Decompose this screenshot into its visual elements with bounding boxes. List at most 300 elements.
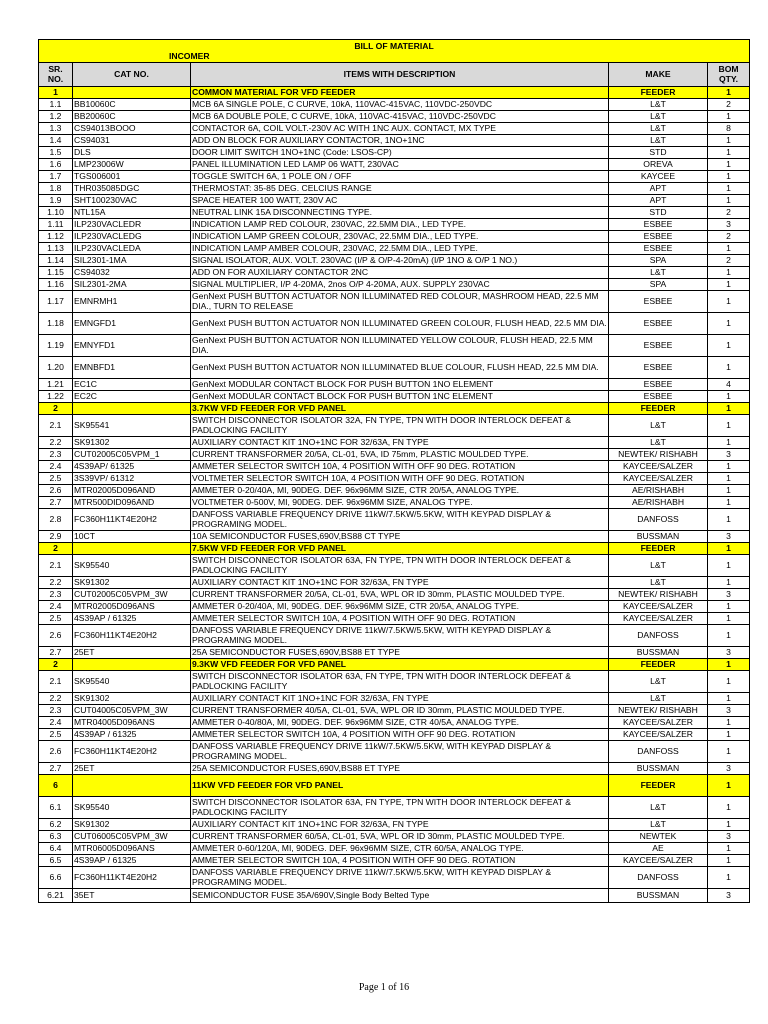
description-cell: SWITCH DISCONNECTOR ISOLATOR 63A, FN TYPE, TPN WITH DOOR INTERLOCK DEFEAT & PADLOCKING FACILITY xyxy=(191,797,609,819)
description-cell: AMMETER SELECTOR SWITCH 10A, 4 POSITION WITH OFF 90 DEG. ROTATION xyxy=(191,461,609,473)
sr-no-cell: 1.22 xyxy=(39,391,73,403)
description-cell: DANFOSS VARIABLE FREQUENCY DRIVE 11kW/7.5KW/5.5KW, WITH KEYPAD DISPLAY & PROGRAMING MODEL. xyxy=(191,625,609,647)
bom-qty-cell: 1 xyxy=(708,555,750,577)
sr-no-cell: 1.11 xyxy=(39,219,73,231)
cat-no-cell xyxy=(73,775,191,797)
sr-no-cell: 1.10 xyxy=(39,207,73,219)
description-cell: GenNext PUSH BUTTON ACTUATOR NON ILLUMINATED RED COLOUR, MASHROOM HEAD, 22.5 MM DIA., TURN TO RELEASE xyxy=(191,291,609,313)
table-row xyxy=(39,415,750,437)
sr-no-cell: 2 xyxy=(39,659,73,671)
bom-qty-cell: 1 xyxy=(708,867,750,889)
table-row xyxy=(39,625,750,647)
section-row xyxy=(39,543,750,555)
sr-no-cell: 1.1 xyxy=(39,99,73,111)
make-cell: L&T xyxy=(609,555,708,577)
make-cell: L&T xyxy=(609,437,708,449)
make-cell: KAYCEE xyxy=(609,171,708,183)
bom-qty-cell: 1 xyxy=(708,855,750,867)
table-row xyxy=(39,335,750,357)
sr-no-cell: 2.1 xyxy=(39,671,73,693)
sr-no-cell: 2 xyxy=(39,543,73,555)
cat-no-cell: SHT100230VAC xyxy=(73,195,191,207)
sr-no-cell: 2.3 xyxy=(39,589,73,601)
sr-no-cell: 6.3 xyxy=(39,831,73,843)
description-cell: INDICATION LAMP RED COLOUR, 230VAC, 22.5MM DIA., LED TYPE. xyxy=(191,219,609,231)
cat-no-cell: MTR04005D096ANS xyxy=(73,717,191,729)
sr-no-cell: 2.4 xyxy=(39,717,73,729)
description-cell: INDICATION LAMP AMBER COLOUR, 230VAC, 22.5MM DIA., LED TYPE. xyxy=(191,243,609,255)
make-cell: STD xyxy=(609,147,708,159)
sr-no-cell: 1.16 xyxy=(39,279,73,291)
table-row xyxy=(39,231,750,243)
bom-qty-cell: 1 xyxy=(708,415,750,437)
make-cell: ESBEE xyxy=(609,391,708,403)
bom-qty-cell: 1 xyxy=(708,613,750,625)
make-cell: L&T xyxy=(609,267,708,279)
description-cell: 11KW VFD FEEDER FOR VFD PANEL xyxy=(191,775,609,797)
description-cell: 3.7KW VFD FEEDER FOR VFD PANEL xyxy=(191,403,609,415)
make-cell: APT xyxy=(609,183,708,195)
bom-qty-cell: 1 xyxy=(708,625,750,647)
description-cell: 25A SEMICONDUCTOR FUSES,690V,BS88 ET TYPE xyxy=(191,763,609,775)
cat-no-cell: EMNRMH1 xyxy=(73,291,191,313)
make-cell: KAYCEE/SALZER xyxy=(609,601,708,613)
make-cell: DANFOSS xyxy=(609,867,708,889)
description-cell: DOOR LIMIT SWITCH 1NO+1NC (Code: LSOS-CP) xyxy=(191,147,609,159)
sr-no-cell: 2.5 xyxy=(39,473,73,485)
table-row xyxy=(39,135,750,147)
make-cell: L&T xyxy=(609,819,708,831)
bom-qty-cell: 1 xyxy=(708,601,750,613)
description-cell: SWITCH DISCONNECTOR ISOLATOR 63A, FN TYPE, TPN WITH DOOR INTERLOCK DEFEAT & PADLOCKING FACILITY xyxy=(191,555,609,577)
description-cell: AMMETER 0-20/40A, MI, 90DEG. DEF. 96x96MM SIZE, CTR 20/5A, ANALOG TYPE. xyxy=(191,485,609,497)
bom-qty-cell: 1 xyxy=(708,509,750,531)
description-cell: 9.3KW VFD FEEDER FOR VFD PANEL xyxy=(191,659,609,671)
bom-qty-cell: 2 xyxy=(708,231,750,243)
sr-no-cell: 2.9 xyxy=(39,531,73,543)
table-row xyxy=(39,763,750,775)
bom-qty-cell: 1 xyxy=(708,741,750,763)
description-cell: SIGNAL MULTIPLIER, I/P 4-20MA, 2nos O/P 4-20MA, AUX. SUPPLY 230VAC xyxy=(191,279,609,291)
description-cell: MCB 6A SINGLE POLE, C CURVE, 10kA, 110VAC-415VAC, 110VDC-250VDC xyxy=(191,99,609,111)
section-row xyxy=(39,775,750,797)
table-row xyxy=(39,123,750,135)
bom-qty-cell: 1 xyxy=(708,497,750,509)
table-row xyxy=(39,357,750,379)
description-cell: SWITCH DISCONNECTOR ISOLATOR 32A, FN TYPE, TPN WITH DOOR INTERLOCK DEFEAT & PADLOCKING FACILITY xyxy=(191,415,609,437)
make-cell: ESBEE xyxy=(609,313,708,335)
sr-no-cell: 2.6 xyxy=(39,741,73,763)
table-row xyxy=(39,601,750,613)
bom-qty-cell: 1 xyxy=(708,485,750,497)
bom-qty-cell: 1 xyxy=(708,391,750,403)
make-cell: L&T xyxy=(609,577,708,589)
description-cell: 10A SEMICONDUCTOR FUSES,690V,BS88 CT TYPE xyxy=(191,531,609,543)
table-row xyxy=(39,279,750,291)
cat-no-cell: SIL2301-1MA xyxy=(73,255,191,267)
make-cell: AE xyxy=(609,843,708,855)
bom-qty-cell: 3 xyxy=(708,647,750,659)
make-cell: BUSSMAN xyxy=(609,889,708,903)
description-cell: CURRENT TRANSFORMER 40/5A, CL-01, 5VA, WPL OR ID 30mm, PLASTIC MOULDED TYPE. xyxy=(191,705,609,717)
sr-no-cell: 2.7 xyxy=(39,497,73,509)
bom-qty-cell: 8 xyxy=(708,123,750,135)
bom-qty-cell: 1 xyxy=(708,335,750,357)
table-row xyxy=(39,717,750,729)
description-cell: AMMETER SELECTOR SWITCH 10A, 4 POSITION WITH OFF 90 DEG. ROTATION xyxy=(191,855,609,867)
cat-no-cell: 4S39AP / 61325 xyxy=(73,613,191,625)
make-cell: BUSSMAN xyxy=(609,763,708,775)
description-cell: AUXILIARY CONTACT KIT 1NO+1NC FOR 32/63A, FN TYPE xyxy=(191,577,609,589)
table-row xyxy=(39,577,750,589)
make-cell: KAYCEE/SALZER xyxy=(609,855,708,867)
make-cell: OREVA xyxy=(609,159,708,171)
bom-qty-cell: 1 xyxy=(708,775,750,797)
table-row xyxy=(39,159,750,171)
make-cell: ESBEE xyxy=(609,357,708,379)
description-cell: ADD ON BLOCK FOR AUXILIARY CONTACTOR, 1NO+1NC xyxy=(191,135,609,147)
sr-no-cell: 2.7 xyxy=(39,647,73,659)
cat-no-cell: FC360H11KT4E20H2 xyxy=(73,867,191,889)
bom-qty-cell: 1 xyxy=(708,111,750,123)
table-row xyxy=(39,855,750,867)
bom-qty-cell: 4 xyxy=(708,379,750,391)
cat-no-cell: ILP230VACLEDG xyxy=(73,231,191,243)
sr-no-cell: 1.12 xyxy=(39,231,73,243)
description-cell: AMMETER 0-20/40A, MI, 90DEG. DEF. 96x96MM SIZE, CTR 20/5A, ANALOG TYPE. xyxy=(191,601,609,613)
cat-no-cell: SK91302 xyxy=(73,437,191,449)
description-cell: DANFOSS VARIABLE FREQUENCY DRIVE 11kW/7.5KW/5.5KW, WITH KEYPAD DISPLAY & PROGRAMING MODEL. xyxy=(191,741,609,763)
table-row xyxy=(39,589,750,601)
cat-no-cell: MTR500DID096AND xyxy=(73,497,191,509)
bom-qty-cell: 3 xyxy=(708,831,750,843)
make-cell: L&T xyxy=(609,111,708,123)
cat-no-cell: DLS xyxy=(73,147,191,159)
sr-no-cell: 6.4 xyxy=(39,843,73,855)
sr-no-cell: 1.4 xyxy=(39,135,73,147)
sr-no-cell: 1.9 xyxy=(39,195,73,207)
make-cell: NEWTEK/ RISHABH xyxy=(609,705,708,717)
bom-qty-cell: 1 xyxy=(708,403,750,415)
table-row xyxy=(39,819,750,831)
table-row xyxy=(39,183,750,195)
col-description: ITEMS WITH DESCRIPTION xyxy=(191,63,609,87)
table-row xyxy=(39,391,750,403)
sr-no-cell: 1 xyxy=(39,87,73,99)
bom-qty-cell: 2 xyxy=(708,207,750,219)
description-cell: SWITCH DISCONNECTOR ISOLATOR 63A, FN TYPE, TPN WITH DOOR INTERLOCK DEFEAT & PADLOCKING FACILITY xyxy=(191,671,609,693)
sr-no-cell: 2.4 xyxy=(39,601,73,613)
column-header-row xyxy=(39,63,750,87)
bom-qty-cell: 1 xyxy=(708,291,750,313)
cat-no-cell: BB20060C xyxy=(73,111,191,123)
sr-no-cell: 6.1 xyxy=(39,797,73,819)
make-cell: L&T xyxy=(609,797,708,819)
cat-no-cell: FC360H11KT4E20H2 xyxy=(73,509,191,531)
sr-no-cell: 2.8 xyxy=(39,509,73,531)
cat-no-cell: EC1C xyxy=(73,379,191,391)
description-cell: CURRENT TRANSFORMER 20/5A, CL-01, 5VA, ID 75mm, PLASTIC MOULDED TYPE. xyxy=(191,449,609,461)
cat-no-cell: EMNBFD1 xyxy=(73,357,191,379)
sr-no-cell: 1.18 xyxy=(39,313,73,335)
cat-no-cell: ILP230VACLEDR xyxy=(73,219,191,231)
sr-no-cell: 2.3 xyxy=(39,705,73,717)
bom-title: BILL OF MATERIAL xyxy=(354,41,434,51)
description-cell: AUXILIARY CONTACT KIT 1NO+1NC FOR 32/63A, FN TYPE xyxy=(191,437,609,449)
table-row xyxy=(39,267,750,279)
description-cell: GenNext MODULAR CONTACT BLOCK FOR PUSH BUTTON 1NC ELEMENT xyxy=(191,391,609,403)
bom-qty-cell: 1 xyxy=(708,357,750,379)
table-row xyxy=(39,473,750,485)
description-cell: TOGGLE SWITCH 6A, 1 POLE ON / OFF xyxy=(191,171,609,183)
sr-no-cell: 2.1 xyxy=(39,555,73,577)
make-cell: ESBEE xyxy=(609,379,708,391)
make-cell: L&T xyxy=(609,123,708,135)
cat-no-cell: MTR02005D096ANS xyxy=(73,601,191,613)
table-row xyxy=(39,437,750,449)
bom-qty-cell: 1 xyxy=(708,171,750,183)
bom-qty-cell: 1 xyxy=(708,729,750,741)
cat-no-cell: 4S39AP / 61325 xyxy=(73,855,191,867)
sr-no-cell: 6.6 xyxy=(39,867,73,889)
sr-no-cell: 2.7 xyxy=(39,763,73,775)
bom-qty-cell: 2 xyxy=(708,255,750,267)
sr-no-cell: 1.19 xyxy=(39,335,73,357)
sr-no-cell: 2 xyxy=(39,403,73,415)
make-cell: FEEDER xyxy=(609,87,708,99)
bom-qty-cell: 1 xyxy=(708,87,750,99)
cat-no-cell xyxy=(73,403,191,415)
description-cell: CONTACTOR 6A, COIL VOLT.-230V AC WITH 1NC AUX. CONTACT, MX TYPE xyxy=(191,123,609,135)
table-row xyxy=(39,379,750,391)
make-cell: ESBEE xyxy=(609,231,708,243)
make-cell: KAYCEE/SALZER xyxy=(609,729,708,741)
sr-no-cell: 2.2 xyxy=(39,437,73,449)
bom-qty-cell: 1 xyxy=(708,473,750,485)
make-cell: FEEDER xyxy=(609,543,708,555)
sr-no-cell: 1.5 xyxy=(39,147,73,159)
description-cell: PANEL ILLUMINATION LED LAMP 06 WATT, 230VAC xyxy=(191,159,609,171)
description-cell: GenNext PUSH BUTTON ACTUATOR NON ILLUMINATED BLUE COLOUR, FLUSH HEAD, 22.5 MM DIA. xyxy=(191,357,609,379)
col-make: MAKE xyxy=(609,63,708,87)
bom-qty-cell: 1 xyxy=(708,279,750,291)
make-cell: KAYCEE/SALZER xyxy=(609,717,708,729)
bom-qty-cell: 1 xyxy=(708,577,750,589)
sr-no-cell: 6.2 xyxy=(39,819,73,831)
sr-no-cell: 6.5 xyxy=(39,855,73,867)
bom-qty-cell: 1 xyxy=(708,437,750,449)
description-cell: INDICATION LAMP GREEN COLOUR, 230VAC, 22.5MM DIA., LED TYPE. xyxy=(191,231,609,243)
sr-no-cell: 2.5 xyxy=(39,613,73,625)
make-cell: FEEDER xyxy=(609,775,708,797)
make-cell: L&T xyxy=(609,671,708,693)
make-cell: DANFOSS xyxy=(609,741,708,763)
description-cell: GenNext PUSH BUTTON ACTUATOR NON ILLUMINATED GREEN COLOUR, FLUSH HEAD, 22.5 MM DIA. xyxy=(191,313,609,335)
description-cell: AMMETER 0-60/120A, MI, 90DEG. DEF. 96x96MM SIZE, CTR 60/5A, ANALOG TYPE. xyxy=(191,843,609,855)
table-row xyxy=(39,889,750,903)
bom-qty-cell: 1 xyxy=(708,717,750,729)
bom-qty-cell: 2 xyxy=(708,99,750,111)
cat-no-cell: ILP230VACLEDA xyxy=(73,243,191,255)
bom-qty-cell: 3 xyxy=(708,763,750,775)
cat-no-cell: CUT04005C05VPM_3W xyxy=(73,705,191,717)
sr-no-cell: 2.5 xyxy=(39,729,73,741)
cat-no-cell: SK95540 xyxy=(73,797,191,819)
cat-no-cell: CUT02005C05VPM_3W xyxy=(73,589,191,601)
cat-no-cell: 3S39VP/ 61312 xyxy=(73,473,191,485)
cat-no-cell: EC2C xyxy=(73,391,191,403)
cat-no-cell: FC360H11KT4E20H2 xyxy=(73,625,191,647)
bom-qty-cell: 1 xyxy=(708,183,750,195)
table-row xyxy=(39,831,750,843)
make-cell: AE/RISHABH xyxy=(609,497,708,509)
table-row xyxy=(39,693,750,705)
title-row xyxy=(39,40,750,63)
description-cell: SEMICONDUCTOR FUSE 35A/690V,Single Body Belted Type xyxy=(191,889,609,903)
table-row xyxy=(39,555,750,577)
table-row xyxy=(39,741,750,763)
cat-no-cell: 10CT xyxy=(73,531,191,543)
table-row xyxy=(39,497,750,509)
description-cell: ADD ON FOR AUXILIARY CONTACTOR 2NC xyxy=(191,267,609,279)
table-row xyxy=(39,705,750,717)
cat-no-cell: THR035085DGC xyxy=(73,183,191,195)
table-row xyxy=(39,111,750,123)
table-row xyxy=(39,195,750,207)
description-cell: CURRENT TRANSFORMER 20/5A, CL-01, 5VA, WPL OR ID 30mm, PLASTIC MOULDED TYPE. xyxy=(191,589,609,601)
make-cell: SPA xyxy=(609,255,708,267)
section-row xyxy=(39,87,750,99)
cat-no-cell: SK91302 xyxy=(73,819,191,831)
table-row xyxy=(39,99,750,111)
sr-no-cell: 1.15 xyxy=(39,267,73,279)
sr-no-cell: 2.4 xyxy=(39,461,73,473)
table-row xyxy=(39,255,750,267)
cat-no-cell: NTL15A xyxy=(73,207,191,219)
col-cat-no: CAT NO. xyxy=(73,63,191,87)
cat-no-cell: TGS006001 xyxy=(73,171,191,183)
cat-no-cell: 35ET xyxy=(73,889,191,903)
table-row xyxy=(39,313,750,335)
description-cell: VOLTMETER SELECTOR SWITCH 10A, 4 POSITION WITH OFF 90 DEG. ROTATION xyxy=(191,473,609,485)
sr-no-cell: 2.2 xyxy=(39,577,73,589)
make-cell: APT xyxy=(609,195,708,207)
make-cell: ESBEE xyxy=(609,335,708,357)
description-cell: GenNext MODULAR CONTACT BLOCK FOR PUSH BUTTON 1NO ELEMENT xyxy=(191,379,609,391)
make-cell: STD xyxy=(609,207,708,219)
page-footer: Page 1 of 16 xyxy=(358,982,410,993)
bom-table xyxy=(38,39,750,903)
bom-qty-cell: 1 xyxy=(708,693,750,705)
cat-no-cell: FC360H11KT4E20H2 xyxy=(73,741,191,763)
cat-no-cell: CS94031 xyxy=(73,135,191,147)
sr-no-cell: 2.6 xyxy=(39,625,73,647)
table-row xyxy=(39,147,750,159)
make-cell: SPA xyxy=(609,279,708,291)
description-cell: DANFOSS VARIABLE FREQUENCY DRIVE 11kW/7.5KW/5.5KW, WITH KEYPAD DISPLAY & PROGRAMING MODEL. xyxy=(191,509,609,531)
bom-qty-cell: 1 xyxy=(708,195,750,207)
title-cell xyxy=(39,40,750,63)
sr-no-cell: 1.3 xyxy=(39,123,73,135)
sr-no-cell: 1.14 xyxy=(39,255,73,267)
bom-qty-cell: 1 xyxy=(708,659,750,671)
table-row xyxy=(39,729,750,741)
make-cell: BUSSMAN xyxy=(609,531,708,543)
table-row xyxy=(39,797,750,819)
bom-qty-cell: 1 xyxy=(708,461,750,473)
description-cell: COMMON MATERIAL FOR VFD FEEDER xyxy=(191,87,609,99)
sr-no-cell: 1.13 xyxy=(39,243,73,255)
section-row xyxy=(39,403,750,415)
make-cell: KAYCEE/SALZER xyxy=(609,473,708,485)
cat-no-cell: EMNGFD1 xyxy=(73,313,191,335)
bom-qty-cell: 3 xyxy=(708,705,750,717)
make-cell: L&T xyxy=(609,99,708,111)
description-cell: MCB 6A DOUBLE POLE, C CURVE, 10kA, 110VAC-415VAC, 110VDC-250VDC xyxy=(191,111,609,123)
bom-qty-cell: 1 xyxy=(708,135,750,147)
cat-no-cell xyxy=(73,87,191,99)
description-cell: AMMETER SELECTOR SWITCH 10A, 4 POSITION WITH OFF 90 DEG. ROTATION xyxy=(191,729,609,741)
make-cell: DANFOSS xyxy=(609,625,708,647)
table-row xyxy=(39,647,750,659)
make-cell: ESBEE xyxy=(609,243,708,255)
sr-no-cell: 1.21 xyxy=(39,379,73,391)
sr-no-cell: 2.6 xyxy=(39,485,73,497)
bom-qty-cell: 1 xyxy=(708,819,750,831)
bom-qty-cell: 1 xyxy=(708,243,750,255)
cat-no-cell: CUT02005C05VPM_1 xyxy=(73,449,191,461)
description-cell: AUXILIARY CONTACT KIT 1NO+1NC FOR 32/63A, FN TYPE xyxy=(191,693,609,705)
cat-no-cell: CS94032 xyxy=(73,267,191,279)
description-cell: SPACE HEATER 100 WATT, 230V AC xyxy=(191,195,609,207)
description-cell: VOLTMETER 0-500V, MI, 90DEG. DEF. 96x96MM SIZE, ANALOG TYPE. xyxy=(191,497,609,509)
description-cell: 7.5KW VFD FEEDER FOR VFD PANEL xyxy=(191,543,609,555)
cat-no-cell: MTR06005D096ANS xyxy=(73,843,191,855)
make-cell: NEWTEK/ RISHABH xyxy=(609,449,708,461)
bom-qty-cell: 3 xyxy=(708,531,750,543)
bom-qty-cell: 3 xyxy=(708,889,750,903)
description-cell: 25A SEMICONDUCTOR FUSES,690V,BS88 ET TYPE xyxy=(191,647,609,659)
make-cell: L&T xyxy=(609,693,708,705)
bom-qty-cell: 1 xyxy=(708,671,750,693)
make-cell: NEWTEK xyxy=(609,831,708,843)
make-cell: BUSSMAN xyxy=(609,647,708,659)
table-row xyxy=(39,531,750,543)
sr-no-cell: 1.17 xyxy=(39,291,73,313)
cat-no-cell: EMNYFD1 xyxy=(73,335,191,357)
cat-no-cell: 25ET xyxy=(73,763,191,775)
cat-no-cell: CS94013BOOO xyxy=(73,123,191,135)
make-cell: KAYCEE/SALZER xyxy=(609,613,708,625)
make-cell: L&T xyxy=(609,415,708,437)
table-row xyxy=(39,843,750,855)
table-row xyxy=(39,509,750,531)
make-cell: FEEDER xyxy=(609,659,708,671)
cat-no-cell: SK95540 xyxy=(73,555,191,577)
sr-no-cell: 1.7 xyxy=(39,171,73,183)
col-bom-qty: BOM QTY. xyxy=(708,63,750,87)
col-sr-no: SR. NO. xyxy=(39,63,73,87)
table-row xyxy=(39,219,750,231)
sr-no-cell: 1.20 xyxy=(39,357,73,379)
sr-no-cell: 6.21 xyxy=(39,889,73,903)
section-row xyxy=(39,659,750,671)
table-row xyxy=(39,671,750,693)
bom-qty-cell: 3 xyxy=(708,449,750,461)
make-cell: DANFOSS xyxy=(609,509,708,531)
bom-qty-cell: 1 xyxy=(708,797,750,819)
table-row xyxy=(39,291,750,313)
